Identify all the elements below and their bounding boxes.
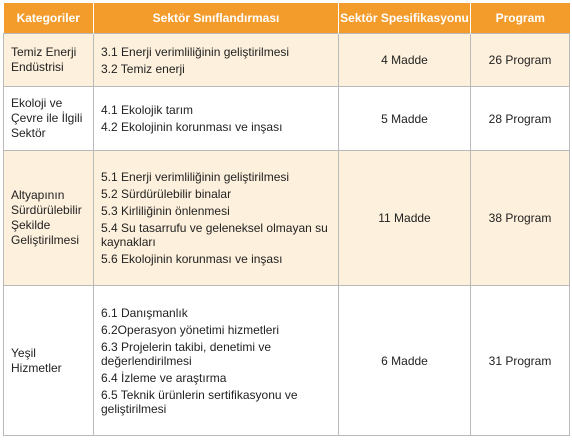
header-sektor-spesifikasyonu: Sektör Spesifikasyonu xyxy=(339,3,471,34)
sector-item: 5.4 Su tasarrufu ve geleneksel olmayan su kaynakları xyxy=(101,221,328,249)
spec-cell: 11 Madde xyxy=(339,151,471,286)
sector-item: 4.2 Ekolojinin korunması ve inşası xyxy=(101,120,283,134)
category-line: Ekoloji ve xyxy=(11,96,63,110)
sector-item: 3.2 Temiz enerji xyxy=(101,61,185,76)
category-line: Geliştirilmesi xyxy=(11,233,80,247)
table-row xyxy=(4,34,570,87)
category-cell xyxy=(4,286,94,436)
sector-item: 6.5 Teknik ürünlerin sertifikasyonu ve geliştirilmesi xyxy=(101,387,298,416)
category-line: Endüstrisi xyxy=(11,60,64,74)
category-line: Temiz Enerji xyxy=(11,45,77,59)
sector-item: 5.2 Sürdürülebilir binalar xyxy=(101,187,232,201)
table-header-row xyxy=(4,3,570,34)
category-cell xyxy=(4,87,94,151)
category-line: Yeşil xyxy=(11,345,36,360)
sector-cell xyxy=(94,286,339,436)
header-kategoriler: Kategoriler xyxy=(4,3,94,34)
sector-item: 4.1 Ekolojik tarım xyxy=(101,103,194,117)
header-program: Program xyxy=(471,3,570,34)
program-cell: 26 Program xyxy=(471,34,570,87)
sector-cell xyxy=(94,151,339,286)
category-line: Altyapının xyxy=(11,188,65,202)
spec-cell: 6 Madde xyxy=(339,286,471,436)
category-line: Çevre ile İlgili xyxy=(11,111,83,125)
spec-cell: 5 Madde xyxy=(339,87,471,151)
sector-item: 6.2Operasyon yönetimi hizmetleri xyxy=(101,322,280,337)
sector-cell xyxy=(94,34,339,87)
spec-cell: 4 Madde xyxy=(339,34,471,87)
sector-classification-table xyxy=(3,3,570,436)
sector-item: 5.3 Kirliliğinin önlenmesi xyxy=(101,204,230,218)
category-line: Hizmetler xyxy=(11,360,62,375)
sector-item: 6.4 İzleme ve araştırma xyxy=(101,370,227,385)
category-cell xyxy=(4,34,94,87)
category-cell xyxy=(4,151,94,286)
program-cell: 38 Program xyxy=(471,151,570,286)
sector-table-container xyxy=(3,3,569,436)
sector-item: 6.3 Projelerin takibi, denetimi ve değerlendirilmesi xyxy=(101,339,272,368)
header-sektor-siniflandirmasi: Sektör Sınıflandırması xyxy=(94,3,339,34)
program-cell: 31 Program xyxy=(471,286,570,436)
category-line: Şekilde xyxy=(11,218,51,232)
table-row xyxy=(4,87,570,151)
sector-item: 5.6 Ekolojinin korunması ve inşası xyxy=(101,252,283,266)
category-line: Sektör xyxy=(11,126,46,140)
sector-item: 5.1 Enerji verimliliğinin geliştirilmesi xyxy=(101,170,290,184)
sector-cell xyxy=(94,87,339,151)
table-row xyxy=(4,151,570,286)
program-cell: 28 Program xyxy=(471,87,570,151)
sector-item: 3.1 Enerji verimliliğinin geliştirilmesi xyxy=(101,44,290,59)
table-row xyxy=(4,286,570,436)
sector-item: 6.1 Danışmanlık xyxy=(101,305,188,320)
category-line: Sürdürülebilir xyxy=(11,203,82,217)
